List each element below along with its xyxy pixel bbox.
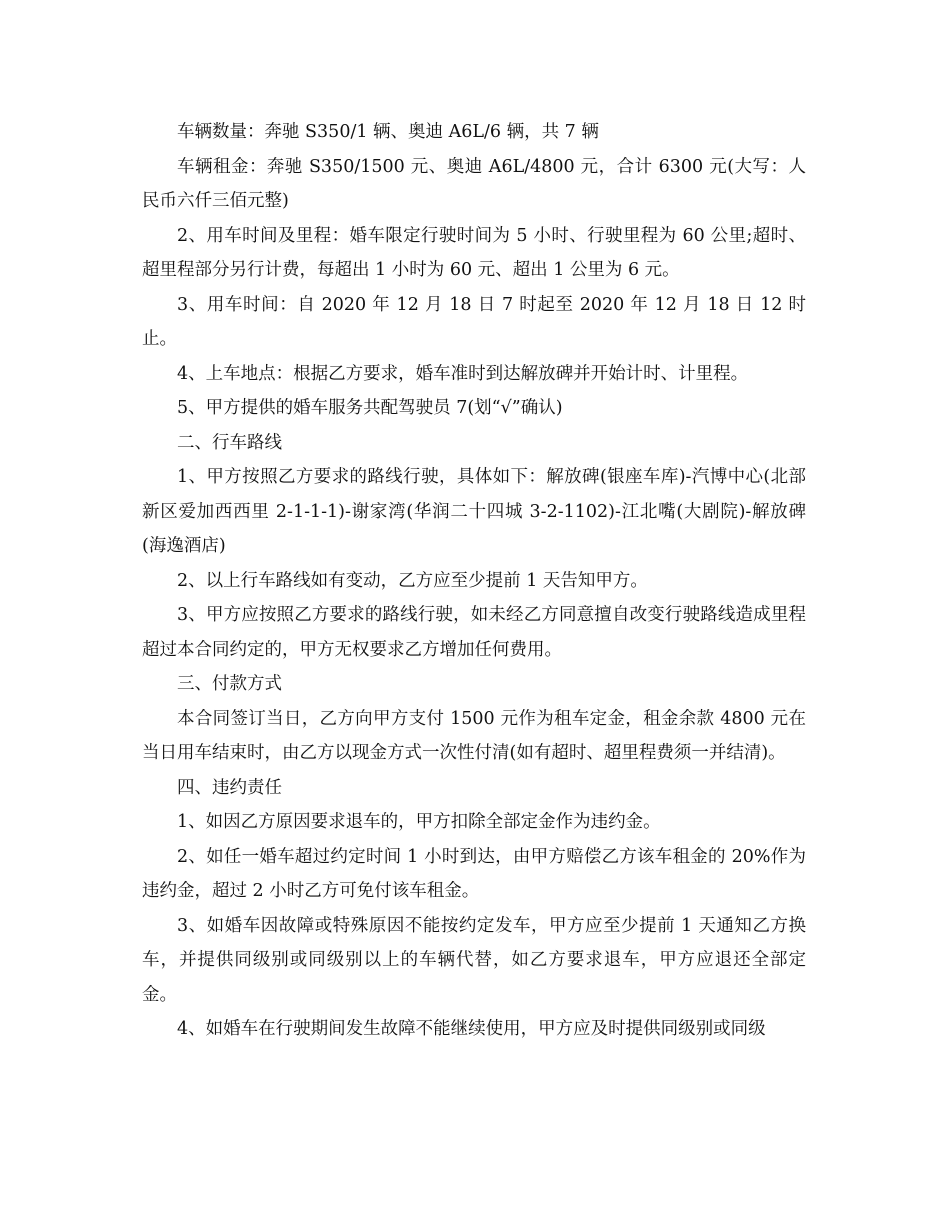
section-heading-route: 二、行车路线 — [177, 432, 282, 453]
paragraph-route-detail: 1、甲方按照乙方要求的路线行驶，具体如下：解放碑(银座车库)-汽博中心(北部新区爱加西西里 2-1-1-1)-谢家湾(华润二十四城 3-2-1102)-江北嘴(大剧院)-解放碑(海逸酒店) — [142, 467, 806, 556]
paragraph-usage-time: 3、用车时间：自 2020 年 12 月 18 日 7 时起至 2020 年 12 月 18 日 12 时止。 — [142, 294, 806, 349]
paragraph-route-change: 2、以上行车路线如有变动，乙方应至少提前 1 天告知甲方。 — [177, 570, 648, 591]
section-heading-payment: 三、付款方式 — [177, 674, 282, 694]
paragraph-vehicle-rent: 车辆租金：奔驰 S350/1500 元、奥迪 A6L/4800 元，合计 6300 元(大写：人民币六仟三佰元整) — [142, 156, 806, 211]
paragraph-payment-terms: 本合同签订当日，乙方向甲方支付 1500 元作为租车定金，租金余款 4800 元在当日用车结束时，由乙方以现金方式一次性付清(如有超时、超里程费须一并结清)。 — [142, 708, 806, 763]
paragraph-breach-3: 3、如婚车因故障或特殊原因不能按约定发车，甲方应至少提前 1 天通知乙方换车，并提供同级别或同级别以上的车辆代替，如乙方要求退车，甲方应退还全部定金。 — [142, 915, 806, 1005]
paragraph-usage-time-mileage: 2、用车时间及里程：婚车限定行驶时间为 5 小时、行驶里程为 60 公里;超时、超里程部分另行计费，每超出 1 小时为 60 元、超出 1 公里为 6 元。 — [142, 225, 806, 280]
paragraph-pickup-location: 4、上车地点：根据乙方要求，婚车准时到达解放碑并开始计时、计里程。 — [177, 363, 749, 384]
document-body — [142, 115, 806, 1047]
paragraph-route-deviation: 3、甲方应按照乙方要求的路线行驶，如未经乙方同意擅自改变行驶路线造成里程超过本合同约定的，甲方无权要求乙方增加任何费用。 — [142, 605, 806, 660]
section-heading-breach: 四、违约责任 — [177, 777, 282, 798]
paragraph-vehicle-count: 车辆数量：奔驰 S350/1 辆、奥迪 A6L/6 辆，共 7 辆 — [177, 122, 599, 142]
paragraph-breach-2: 2、如任一婚车超过约定时间 1 小时到达，由甲方赔偿乙方该车租金的 20%作为违约金，超过 2 小时乙方可免付该车租金。 — [142, 846, 806, 901]
paragraph-breach-1: 1、如因乙方原因要求退车的，甲方扣除全部定金作为违约金。 — [177, 812, 661, 832]
paragraph-drivers: 5、甲方提供的婚车服务共配驾驶员 7(划“√”确认) — [177, 398, 563, 418]
paragraph-breach-4: 4、如婚车在行驶期间发生故障不能继续使用，甲方应及时提供同级别或同级 — [177, 1019, 766, 1039]
